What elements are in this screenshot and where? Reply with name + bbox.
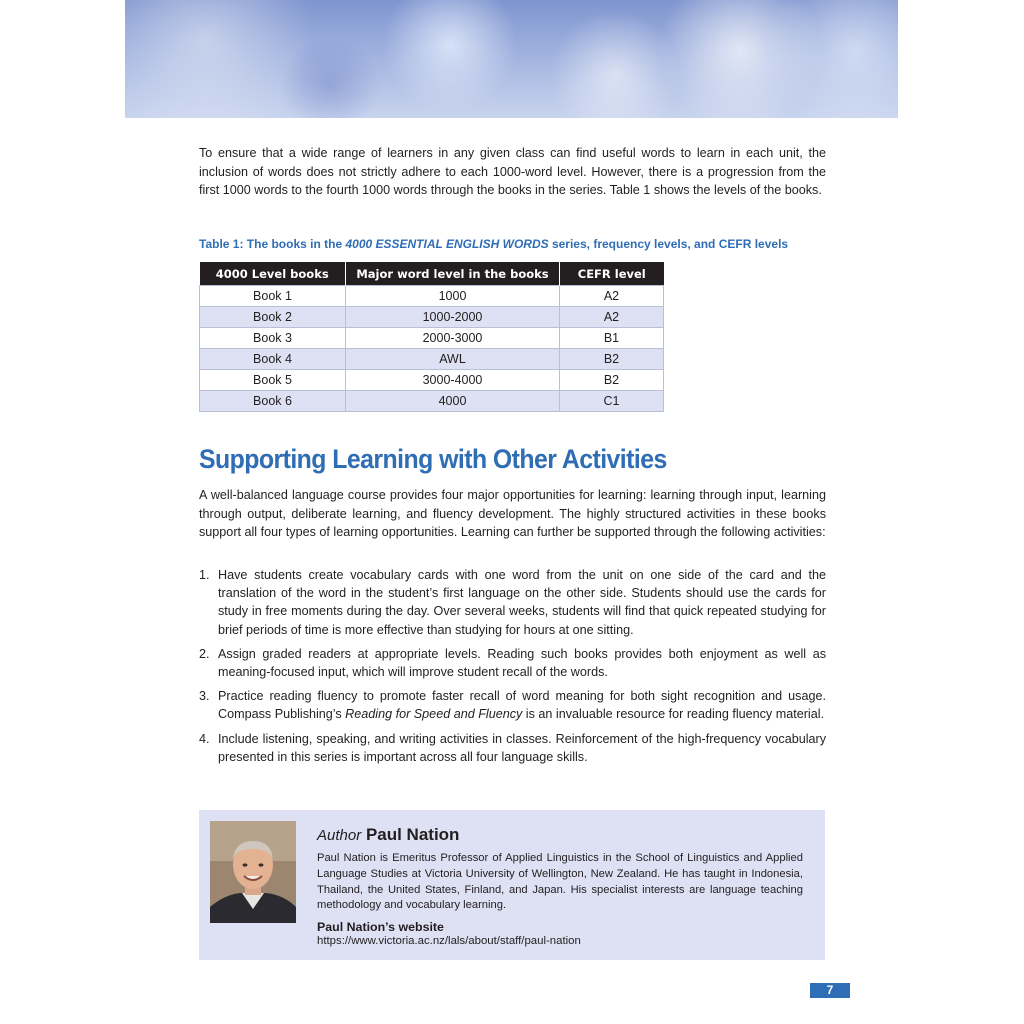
cell-book: Book 3 (200, 328, 346, 349)
list-item (199, 566, 826, 639)
author-photo (210, 821, 296, 923)
author-box (199, 810, 825, 960)
header-banner (125, 0, 898, 118)
cell-cefr: B1 (560, 328, 664, 349)
table-row (200, 307, 664, 328)
table-row (200, 391, 664, 412)
section-body: A well-balanced language course provides four major opportunities for learning: learning through input, learning through output, deliberate learning, and fluency development. The highly structured activities in these books support all four types of learning opportunities. Learning can further be supported through the following activities: (199, 488, 826, 540)
list-item (199, 730, 826, 766)
author-info (317, 824, 803, 947)
cell-word-level: 2000-3000 (346, 328, 560, 349)
list-item (199, 687, 826, 723)
cell-word-level: 1000-2000 (346, 307, 560, 328)
cell-cefr: B2 (560, 370, 664, 391)
table-row (200, 286, 664, 307)
table-row (200, 349, 664, 370)
cell-cefr: C1 (560, 391, 664, 412)
author-name: Paul Nation (365, 825, 460, 844)
table-row (200, 370, 664, 391)
cell-word-level: 3000-4000 (346, 370, 560, 391)
item-text: Assign graded readers at appropriate levels. Reading such books provides both enjoyment as well as meaning-focused input, which will improve student recall of the words. (218, 646, 826, 680)
page-number: 7 (810, 983, 850, 998)
cell-book: Book 5 (200, 370, 346, 391)
item-number: 2. (199, 646, 210, 661)
cell-word-level: 4000 (346, 391, 560, 412)
section-heading: Supporting Learning with Other Activities (199, 444, 667, 474)
website-link[interactable]: https://www.victoria.ac.nz/lals/about/staff/paul-nation (317, 935, 581, 948)
cell-book: Book 2 (200, 307, 346, 328)
cell-book: Book 4 (200, 349, 346, 370)
author-heading (317, 824, 803, 847)
website-label: Paul Nation’s website (317, 920, 444, 935)
item-number: 3. (199, 689, 210, 704)
cell-book: Book 6 (200, 391, 346, 412)
cell-word-level: 1000 (346, 286, 560, 307)
item-text: Have students create vocabulary cards with one word from the unit on one side of the card and the translation of the word in the student’s first language on the other side. Students should use the cards for study in free moments during the day. Over several weeks, students will find that quick repeated studying for brief periods of time is more effective than studying for hours at one sitting. (218, 568, 826, 637)
author-label: Author (317, 827, 362, 844)
cell-cefr: A2 (560, 286, 664, 307)
header-word-level: Major word level in the books (346, 262, 560, 286)
cell-word-level: AWL (346, 349, 560, 370)
activities-list (199, 566, 826, 772)
item-text: Practice reading fluency to promote faster recall of word meaning for both sight recognition and usage. Compass Publishing’s Reading for Speed and Fluency is an invaluable resource for reading fluency material. (218, 689, 826, 722)
list-item (199, 645, 826, 681)
intro-paragraph: To ensure that a wide range of learners in any given class can find useful words to learn in each unit, the inclusion of words does not strictly adhere to each 1000-word level. However, there is a progression from the first 1000 words to the fourth 1000 words through the books in the series. Table 1 shows the levels of the books. (199, 146, 826, 198)
table-caption: Table 1: The books in the 4000 ESSENTIAL ENGLISH WORDS series, frequency levels, and CEFR levels (199, 237, 789, 251)
cell-book: Book 1 (200, 286, 346, 307)
cell-cefr: A2 (560, 307, 664, 328)
item-number: 4. (199, 731, 210, 746)
table-row (200, 328, 664, 349)
table-header-row (200, 262, 664, 286)
header-cefr: CEFR level (560, 262, 664, 286)
item-number: 1. (199, 568, 210, 582)
item-text: Include listening, speaking, and writing activities in classes. Reinforcement of the high-frequency vocabulary presented in this series is important across all four language skills. (218, 731, 826, 764)
header-level-books: 4000 Level books (200, 262, 346, 286)
book-levels-table (199, 262, 664, 412)
book-title: Reading for Speed and Fluency (345, 707, 523, 722)
author-bio: Paul Nation is Emeritus Professor of Applied Linguistics in the School of Linguistics and Applied Language Studies at Victoria University of Wellington, New Zealand. He has taught in Indonesia, Thailand, the United States, Finland, and Japan. His specialist interests are language teaching methodology and vocabulary learning. (317, 852, 803, 912)
cell-cefr: B2 (560, 349, 664, 370)
